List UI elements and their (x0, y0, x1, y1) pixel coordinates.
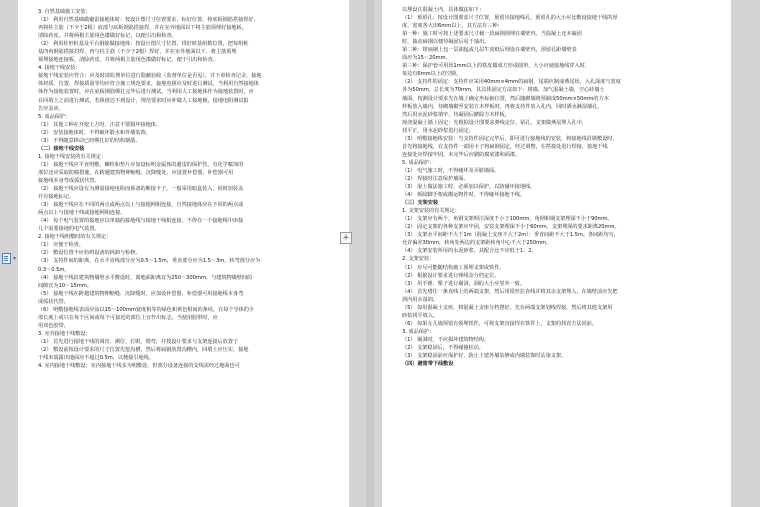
text-line: （3） 接地干线应在不同的两点或两点以上与接地网相连接，自然接地体应在不同的两点或 (38, 202, 244, 209)
text-line: 再将柱主筋（不少于2根）底部与底板钢筋搭接焊，并在室外地面以下将主筋预埋好接地板， (38, 25, 247, 32)
text-line: 允许偏差30mm，转角处两边的支架距转角中心不大于250mm。 (402, 240, 552, 247)
text-line: 接地线本身弯成弧状代替。 (38, 177, 100, 184)
text-line: （3） 支架稳固前应保护好，防止土建外墙装修或内墙装饰时沾染支架。 (402, 353, 567, 360)
text-line: 每边有6mm以上的空隙。 (402, 71, 462, 78)
text-line: 5. 成品保护： (402, 159, 435, 166)
text-line: （3） 用手锤、錾子进行剔洞，洞的大小应里外一致。 (402, 280, 526, 287)
document-tool-icon[interactable] (2, 252, 18, 264)
document-page-left (18, 0, 349, 507)
text-line: 0.3～0.5m。 (38, 266, 70, 273)
text-line: 5. 成品保护： (38, 113, 71, 120)
chevron-down-icon: ▾ (13, 254, 17, 262)
text-line: （二）接地干线安装 (38, 145, 85, 152)
text-line: 体材质、位置、焊接质量等均应符合施工规范要求，接地电阻应及时进行测试，当利用自然接地体 (38, 81, 259, 88)
text-line: （三）支架安装 (402, 200, 438, 207)
text-line: 成弧状代替。 (38, 298, 69, 305)
text-line: 4. 接地干线安装： (38, 65, 81, 72)
text-line: （5） 如用混凝土支座，将混凝土支座分档摆好，先在两端支架划线焊接，然后将其他支架用 (402, 304, 613, 311)
text-line: （2） 焊接时注意保护墙面。 (402, 175, 469, 182)
text-line: （4） 接地干线沿建筑物墙壁水平敷设时，离地面距离宜为250～300mm，与建筑物墙壁间的 (38, 274, 253, 281)
text-line: （4） 首先堵住一条直线上的两端支架，然后用铅丝拉直线并将其余支架埋入，在墙壁前应先把 (402, 288, 618, 295)
text-line: （2） 安装接地体时，不得破坏散水和外墙装饰。 (38, 129, 151, 136)
text-line: 干线末端露出地面应不超过0.5m，以便接引地线。 (38, 355, 154, 362)
text-line: （4） 每个电气装置的接地应以单独的接地线与接地干线相连接，不得在一个接地线中串接 (38, 218, 244, 225)
text-line: 2. 接地干线明敷时的有关规定： (38, 234, 112, 241)
text-line: 洞内用水湿润。 (402, 296, 438, 303)
text-line: （2） 根据设计要求进行弹线及分档定位。 (402, 272, 500, 279)
document-page-right (382, 0, 731, 507)
text-line: （3） 明敷接地线安装：当支持件固定完毕后，即可进行接地线的安装，将接地线沿墙敷设时， (402, 135, 618, 142)
text-line: （1） 应尽可能随结构施工预埋支架或铁件。 (402, 264, 505, 271)
text-line: 以埋设在混凝土内，具体做法如下： (402, 7, 485, 13)
text-line: （1） 剔洞时，不应损坏建筑物结构。 (402, 336, 490, 343)
text-line: 首先将接地线，在支持件一端用卡子将扁钢固定，经过调整，在搭接处进行焊接，接地干线 (402, 143, 608, 150)
text-line: 找平正，用水泥砂浆进行固定。 (402, 127, 474, 134)
text-line: （5） 接地干线在跨越建筑物伸缩缝、沉降缝时，应加设补偿器，补偿器可用接地线本身弯 (38, 290, 244, 297)
text-line: 1. 接地干线安装的有关规定： (38, 153, 107, 160)
text-line: 然后用水泥砂浆填牢，待凝固后撤除方木样板。 (402, 111, 510, 118)
text-line: 接地干线安装应符合：应及时请监理单位进行隐蔽验收（监督单位是否见），并下单检查记录，接地 (38, 73, 262, 80)
text-line: 4. 室内接地干线敷设：室内接地干线多为明敷设，但部分设备连接的支线需经过地面也可 (38, 363, 240, 370)
text-line: 在回填土之前进行测试，若阻值达不到设计，规范要求时应补做人工接地极，接地电阻测试报 (38, 97, 249, 104)
text-line: （1） 预留孔：按设计图要求尺寸位置，预留出接地线孔，预留孔的大小应比敷设接地干线的厚 (402, 15, 618, 22)
text-line: 面应为15～20mm。 (402, 55, 451, 62)
text-line: 清除药皮，并将两根主筋用色漆做好标记，以便引出和检查。 (38, 33, 177, 40)
document-icon (2, 253, 11, 264)
text-line: 砂浆找平填入。 (402, 312, 438, 319)
text-line: （1） 其他工种在开挖土方时，注意不要损坏接地体。 (38, 121, 162, 128)
text-line: （1） 支架应有两个，角钢支架埋注深度不小于100mm，角钢和钢支架埋深不小于90mm。 (402, 216, 613, 223)
text-line: （2） 支架稳固后，不得碰撞松动。 (402, 344, 484, 351)
text-line: 预埋接地连接板，清除药皮，并将两根主筋用色漆做好标记，便于引出和检查。 (38, 57, 218, 64)
expand-toggle-icon[interactable]: + (340, 232, 352, 244)
text-line: 第二种：将扁钢上包一层油毡或几层牛皮纸后埋设在墙壁内，预留孔距墙壁表 (402, 47, 577, 54)
text-line: 用双色胶带。 (38, 322, 69, 329)
text-line: （3） 支架水平间距不大于1m（混凝土支座不大于2m）；垂直间距不大于1.5m。各间距均匀， (402, 232, 619, 239)
text-line: 几个需要接地的电气装置。 (38, 226, 100, 233)
text-line: 告应盖章。 (38, 105, 64, 112)
text-line: （3） 支持件间的距离，在水平直线部分应为0.5～1.5m，垂直部分应为1.5～3m，转弯部分应为 (38, 258, 261, 265)
text-line: （3） 混土做法施工时，必须加以保护，以防碰坏接地线。 (402, 184, 536, 191)
text-line: 样板放入墙内，待砌墙砌至安装方木样板时，再将支持件放入孔内，同时洒水淋湿墙孔， (402, 103, 603, 110)
text-line: 各为50mm，总长度为70mm，其具体固定方法如下：将墙、加气混凝土墙，空心砖墙土 (402, 87, 605, 94)
text-line: 并有接地标记。 (38, 194, 74, 201)
text-line: （3） 不得随意移动已经绑扎好的结构钢筋。 (38, 137, 141, 144)
text-line: （1） 应便于检查。 (38, 242, 84, 249)
text-line: 两点以上与接地干线或接地网相连接。 (38, 210, 126, 217)
text-line: 基四角钢筋搭接封焊，再与柱主筋（不少于2根）焊好，并在室外地面以下，将主筋预埋 (38, 49, 237, 56)
text-line: 间隙宜为10～15mm。 (38, 282, 92, 289)
page-gutter (366, 0, 374, 507)
text-line: 墙面，按测设计要求先在墙上确定坐标轴位置，然后随砌墙将预制成50mm×50mm的方木 (402, 95, 609, 102)
text-line: （6） 明敷接地线表面应涂以15～100mm宽度相等的绿色和黄色相间的条纹，在每个导体的全 (38, 306, 255, 313)
text-line: 3. 成品保护： (402, 328, 435, 335)
text-line: （1） 利用自然基础做避雷接地体时：按设计图尺寸位置要求，标好位置，将底板钢筋搭接焊好， (38, 17, 259, 24)
text-line: 连接处应焊接牢固，未完毕后应刷防腐底漆和面漆。 (402, 151, 521, 158)
text-line: 第一种：施工时可按上述要求尺寸截一段扁钢预埋在墙壁内，当混凝土还未凝固 (402, 31, 582, 38)
text-line: （2） 固定支架的各种支架应牢固，安装支架埋深不小于60mm，支架埋深的要求距离20mm。 (402, 224, 620, 231)
text-line: （4） 拆除脚手架或搬运物件时，不得碰坏接地干线。 (402, 192, 526, 199)
text-line: （4） 支架安装所用的水泥砂浆，其配合比不应低于1：2。 (402, 248, 537, 255)
text-line: （四）避雷带下线敷设 (402, 361, 454, 368)
text-line: 部长度上或只在每个区间或每个可接近的部位上宜作出标志，当使用胶带时，应 (38, 314, 218, 321)
text-line: 度、宽度各大出6mm以上，其方法有三种： (402, 23, 503, 30)
text-line: （2） 利用柱形桩基及平台钢筋做接地体：按设计图尺寸位置，找好桩基组数位置，把每组桩 (38, 41, 249, 48)
text-line: 第三种：保护套可用厚1mm以上的铁皮做成方形或圆形，大小应使接地线穿入时， (402, 63, 590, 70)
text-line: 3. 自然基础施工安装： (38, 9, 91, 15)
text-line: （2） 支持件的固定：支持件应采用40mm×4mm的扁钢，尾端应制成燕尾状，入孔深度与宽度 (402, 79, 621, 86)
text-line: （1） 首先进行接地干线的调直、测位、打眼、煨弯，并按设计要求与支架连接后放置于 (38, 338, 239, 345)
text-line: （2） 敷设前按设计要求的尺寸位置先挖沟槽，然后将扁钢放置沟槽内，回填土应压实，接地 (38, 346, 249, 353)
text-line: 体作为接地装置时，应在底板钢筋绑扎完毕后进行测试，当利用人工接地体作为接地装置时，应 (38, 89, 254, 96)
text-line: 1. 支架安装的有关规定： (402, 208, 460, 215)
text-line: （2） 接地干线应设有为测量接地电阻而预备的断接卡子，一般采用暗盒装入，同时加装盖 (38, 186, 244, 193)
text-line: （1） 接地干线应平直明敷，螺栓和垫片应加设标明金属体的避雷的保护管，有化学腐蚀的 (38, 161, 244, 168)
text-line: （6） 如果女儿墙预留有预埋铁件，可将支架直接焊在铁件上，支架的找直方法同前。 (402, 320, 597, 327)
text-line: 2. 支架安装： (402, 256, 435, 263)
text-line: 现浇混凝土墙上固定：先根据设计图要求弹线定位、钻孔，支架做燕尾埋入孔中， (402, 119, 587, 126)
text-line: （2） 敷设位置不应妨碍设备的拆卸与检修。 (38, 250, 141, 257)
text-line: （1） 电气施工时，不得碰坏及弄脏墙面。 (402, 167, 500, 174)
text-line: 3. 室外接地干线敷设： (38, 330, 91, 337)
text-line: 时，抽动扁钢以便待凝固后易于抽出。 (402, 39, 490, 46)
text-line: 部位还应采取防腐措施，在跨越建筑物伸缩缝、沉降缝处，应设置补偿器，补偿器可用 (38, 169, 234, 176)
